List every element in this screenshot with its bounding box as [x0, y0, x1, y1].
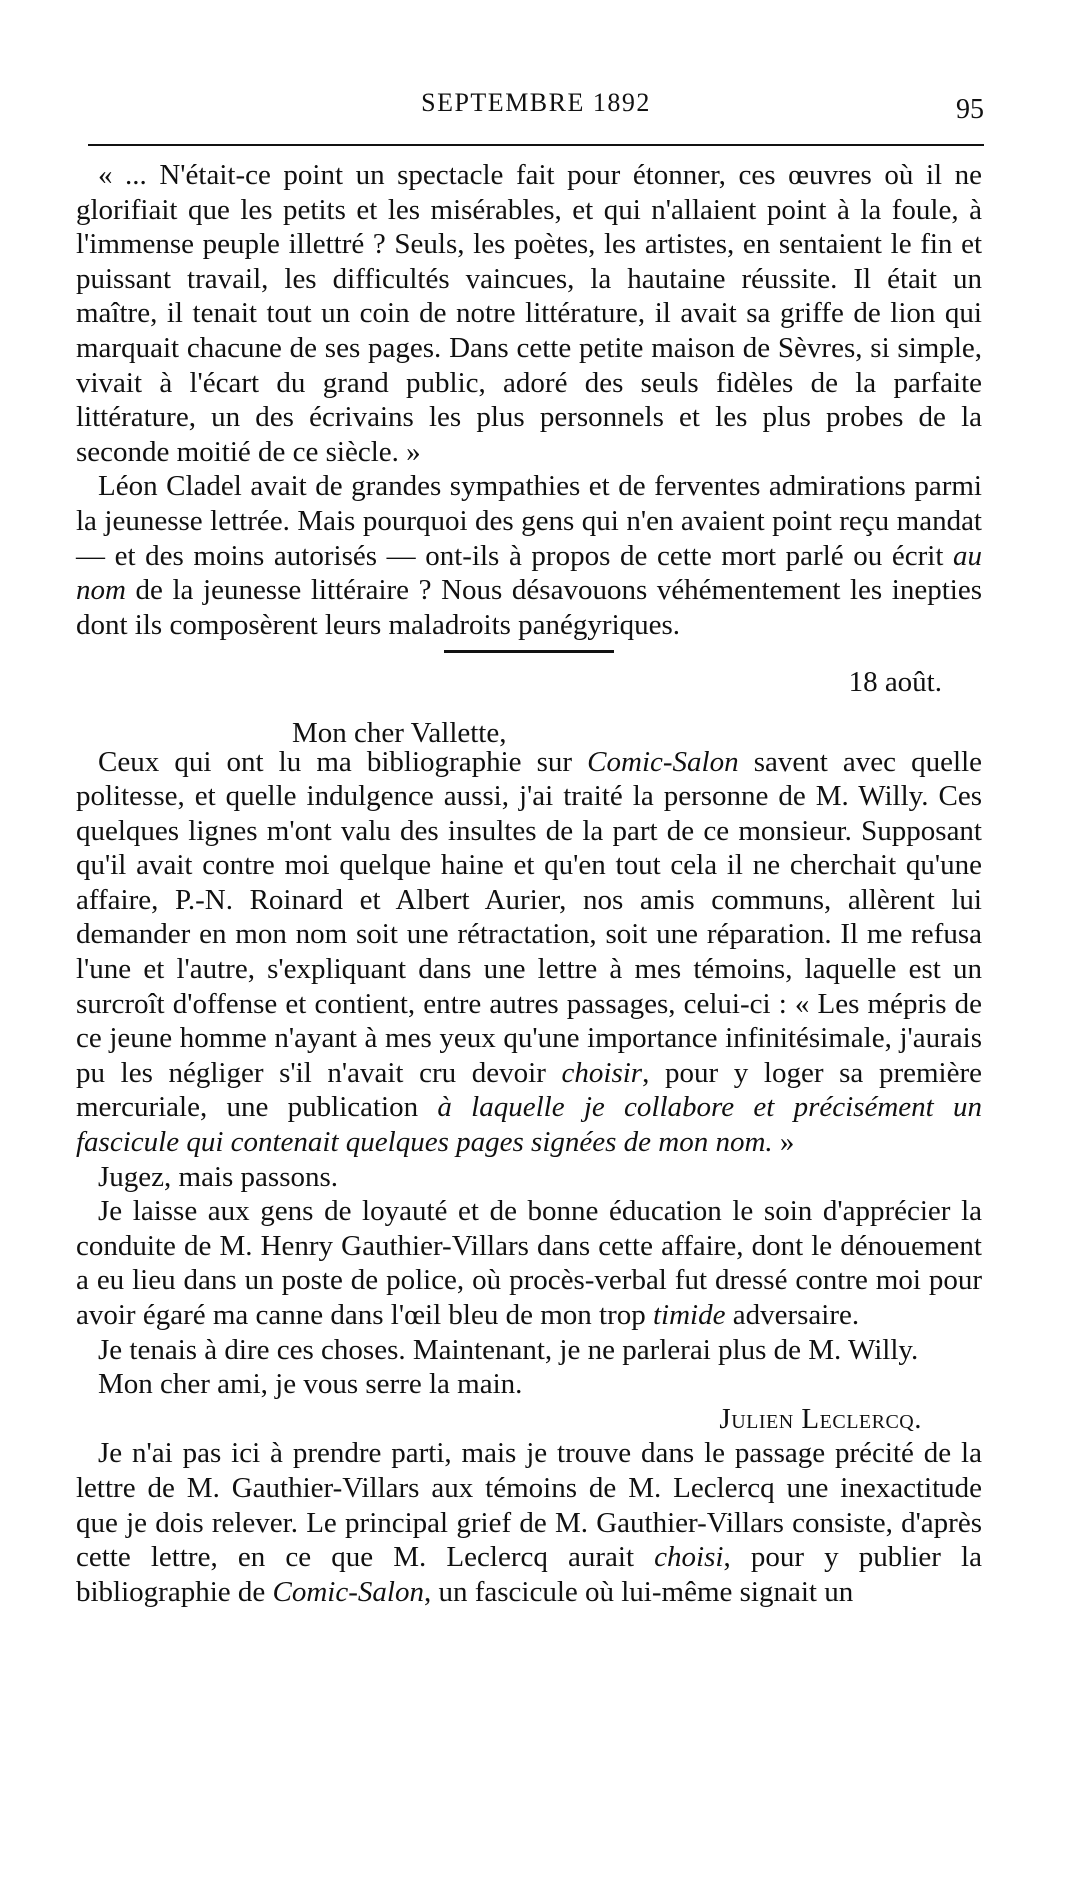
letter-paragraph [76, 745, 982, 1160]
letter-paragraph: Je tenais à dire ces choses. Maintenant, je ne parlerai plus de M. Willy. [98, 1333, 919, 1366]
italic-run: timide [652, 1299, 726, 1331]
italic-run: Comic-Salon [272, 1575, 424, 1608]
italic-run: Comic-Salon [587, 745, 739, 778]
running-title: SEPTEMBRE 1892 [421, 88, 651, 117]
text-run: Léon Cladel avait de grandes sympathies et de ferventes admirations parmi la jeunesse lettrée. Mais pourquoi des gens qui n'en avaient point reçu mandat — et des moins autorisés — ont-ils à propos de cette mort parlé ou écrit [76, 470, 982, 572]
editor-note-paragraph [76, 1436, 982, 1609]
section-divider [444, 650, 614, 653]
salutation-line [76, 696, 982, 749]
letter-closing: Mon cher ami, je vous serre la main. [98, 1368, 523, 1401]
text-run: Je laisse aux gens de loyauté et de bonne éducation le soin d'apprécier la conduite de M. Henry Gauthier-Villars dans cette affaire, dont le dénouement a eu lieu dans un poste de police, où procès-verbal fut dressé contre moi pour avoir égaré ma canne dans l'œil bleu de mon trop [76, 1195, 982, 1331]
page-number: 95 [956, 94, 984, 125]
text-run: Ceux qui ont lu ma bibliographie sur [98, 745, 588, 778]
page-header [88, 84, 984, 146]
text-run: adversaire. [725, 1299, 860, 1331]
page-body [76, 158, 982, 1609]
text-run: savent avec quelle politesse, et quelle indulgence aussi, j'ai traité la personne de M. Willy. Ces quelques lignes m'ont valu des insultes de la part de ce monsieur. Supposant qu'il avait contre moi quelque haine et qu'en tout cela il ne cherchait qu'une affaire, P.-N. Roinard et Albert Aurier, nos amis communs, allèrent lui demander en mon nom soit une rétractation, soit une réparation. Il me refusa l'une et l'autre, s'expliquant dans une lettre à mes témoins, laquelle est un surcroît d'offense et contient, entre autres passages, celui-ci : « Les mépris de ce jeune homme n'ayant à mes yeux qu'une importance infinitésimale, j'aurais pu les négliger s'il n'avait cru devoir [76, 745, 983, 1089]
italic-run: au nom [76, 539, 982, 607]
letter-salutation: Mon cher Vallette, [292, 716, 507, 749]
italic-run: choisir [561, 1056, 643, 1089]
text-run: » [772, 1126, 795, 1159]
letter-date: 18 août. [848, 666, 942, 699]
quote-paragraph: « ... N'était-ce point un spectacle fait pour étonner, ces œuvres où il ne glorifiait que les petits et les misérables, et qui n'allaient point à la foule, à l'immense peuple illettré ? Seuls, les poètes, les artistes, en sentaient le fin et puissant travail, les difficultés vaincues, la hautaine réussite. Il était un maître, il tenait tout un coin de notre littérature, il avait sa griffe de lion qui marquait chacune de ses pages. Dans cette petite maison de Sèvres, si simple, vivait à l'écart du grand public, adoré des seuls fidèles de la parfaite littérature, un des écrivains les plus personnels et les plus probes de la seconde moitié de ce siècle. » [76, 159, 982, 468]
text-run: , un fascicule où lui-même signait un [423, 1575, 854, 1608]
cladel-paragraph [76, 469, 982, 642]
text-run: Je n'ai pas ici à prendre parti, mais je trouve dans le passage précité de la lettre de M. Gauthier-Villars aux témoins de M. Leclercq une inexactitude que je dois relever. Le principal grief de M. Gauthier-Villars consiste, d'après cette lettre, en ce que M. Leclercq aurait [76, 1437, 982, 1574]
letter-paragraph: Jugez, mais passons. [98, 1160, 339, 1193]
italic-run: à laquelle je collabore et précisément un fascicule qui contenait quelques pages signées de mon nom. [76, 1091, 982, 1159]
letter-paragraph [76, 1194, 982, 1332]
italic-run: choisi [654, 1541, 724, 1574]
text-run: de la jeunesse littéraire ? Nous désavouons véhémentement les inepties dont ils composèrent leurs maladroits panégyriques. [76, 574, 982, 641]
text-run: , pour y loger sa première mercuriale, une publication [76, 1056, 982, 1124]
letter-signature: Julien Leclercq. [719, 1402, 922, 1435]
text-run: , pour y publier la bibliographie de [76, 1541, 982, 1608]
letter-heading [76, 661, 982, 699]
